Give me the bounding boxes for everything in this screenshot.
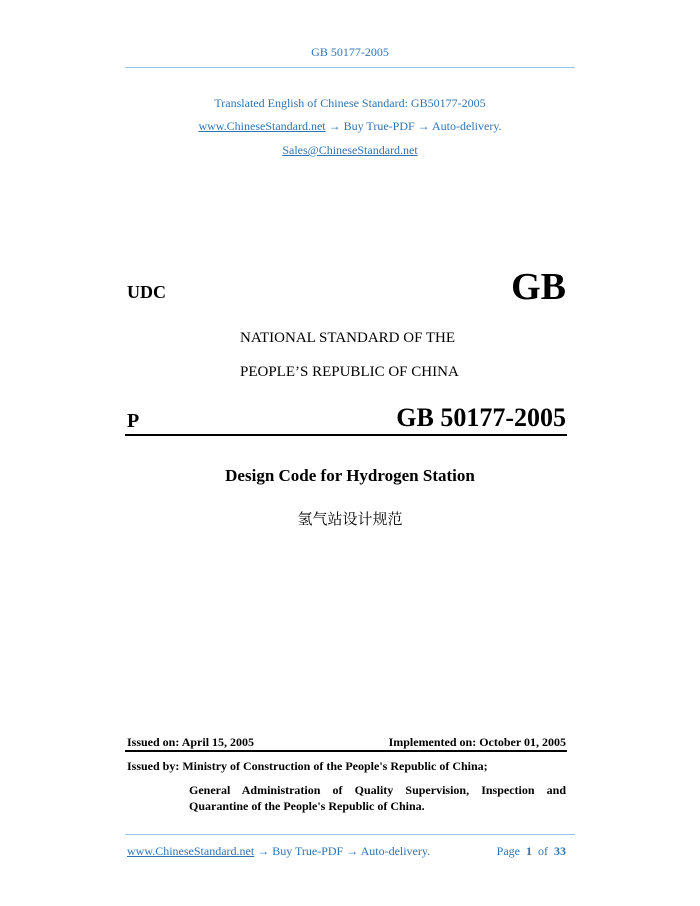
promo-email-line [0, 143, 700, 158]
header-standard-id: GB 50177-2005 [311, 45, 389, 59]
standard-number-rule [125, 434, 567, 436]
footer-link-line [127, 844, 430, 859]
udc-label: UDC [127, 282, 166, 302]
page-total: 33 [554, 844, 566, 858]
national-standard-line2: PEOPLE’S REPUBLIC OF CHINA [240, 364, 459, 380]
standard-number: GB 50177-2005 [396, 403, 566, 432]
national-standard-line1: NATIONAL STANDARD OF THE [240, 330, 456, 346]
page-indicator [497, 844, 566, 859]
footer-buy-text: → Buy True-PDF → Auto-delivery. [254, 844, 431, 858]
issued-date: Issued on: April 15, 2005 [127, 735, 255, 749]
issuer-second-org: General Administration of Quality Supervision, Inspection and Quarantine of the People's Republic of China. [189, 783, 566, 813]
promo-buy-text: → Buy True-PDF → Auto-delivery. [325, 119, 502, 133]
footer-site-link[interactable]: www.ChineseStandard.net [127, 844, 255, 858]
promo-translated-line: Translated English of Chinese Standard: GB50177-2005 [214, 96, 486, 110]
promo-buy-line [0, 119, 700, 134]
page-label: Page [496, 844, 520, 858]
header-divider [125, 67, 575, 68]
footer-divider [125, 834, 575, 835]
promo-email-link[interactable]: Sales@ChineseStandard.net [282, 143, 418, 157]
page-current: 1 [526, 844, 532, 858]
issued-by: Issued by: Ministry of Construction of the People's Republic of China; [127, 759, 488, 773]
promo-site-link[interactable]: www.ChineseStandard.net [198, 119, 326, 133]
title-english: Design Code for Hydrogen Station [225, 466, 475, 485]
classification-letter: P [127, 410, 140, 432]
page-of: of [538, 844, 548, 858]
title-chinese: 氢气站设计规范 [297, 510, 403, 528]
implemented-date: Implemented on: October 01, 2005 [388, 735, 566, 749]
gb-mark: GB [511, 266, 566, 308]
dates-rule [125, 750, 567, 752]
